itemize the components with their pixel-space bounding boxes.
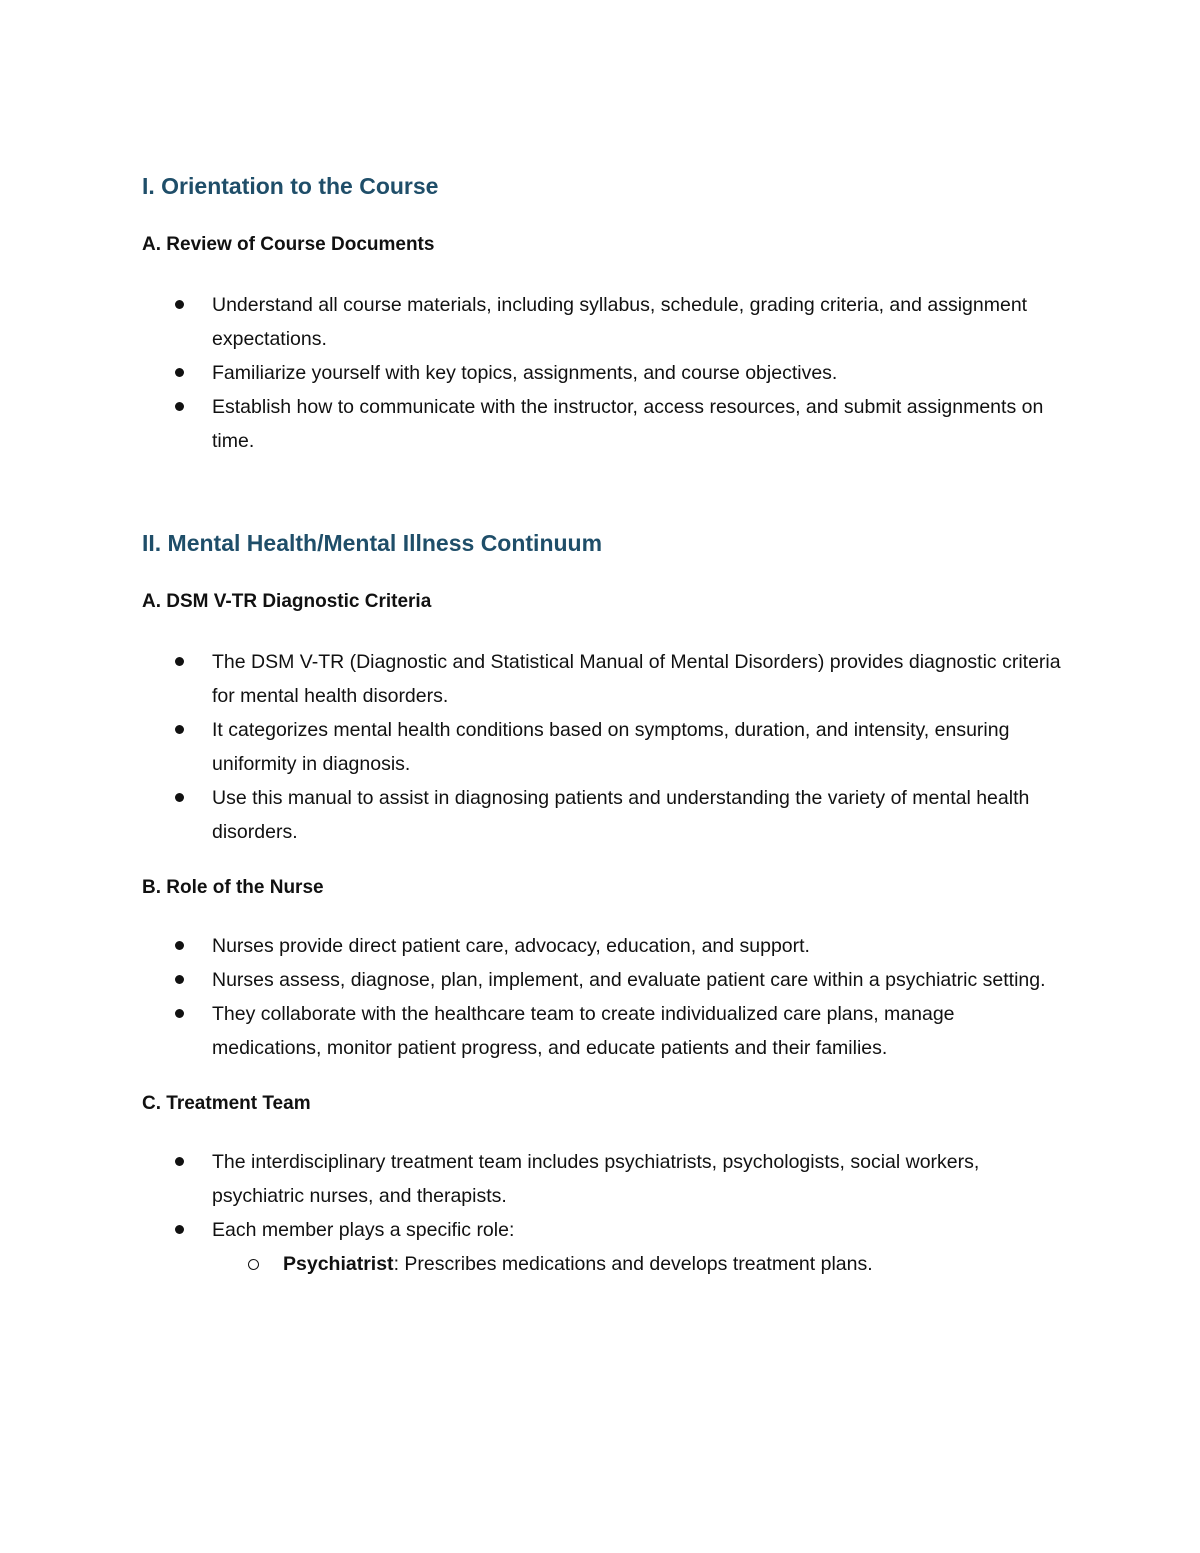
list-item-text: Nurses provide direct patient care, advocacy, education, and support. bbox=[212, 935, 810, 957]
bullet-dot-icon bbox=[175, 975, 184, 984]
list-item bbox=[142, 929, 1062, 963]
bullet-list-dsm-criteria bbox=[142, 645, 1062, 849]
bullet-dot-icon bbox=[175, 725, 184, 734]
list-item-text: Each member plays a specific role: bbox=[212, 1219, 515, 1241]
list-item-text: They collaborate with the healthcare team to create individualized care plans, manage medications, monitor patient progress, and educate patients and their families. bbox=[212, 1003, 955, 1059]
list-item-text: It categorizes mental health conditions based on symptoms, duration, and intensity, ensuring uniformity in diagnosis. bbox=[212, 719, 1010, 775]
list-item bbox=[142, 288, 1062, 356]
document-content bbox=[142, 170, 1062, 1281]
list-item bbox=[142, 390, 1062, 458]
list-item bbox=[142, 1247, 1062, 1281]
subheading-treatment-team: C. Treatment Team bbox=[142, 1093, 311, 1114]
bullet-dot-icon bbox=[175, 1009, 184, 1018]
bullet-dot-icon bbox=[175, 300, 184, 309]
hollow-circle-bullet-icon bbox=[248, 1259, 259, 1270]
bullet-dot-icon bbox=[175, 657, 184, 666]
bullet-dot-icon bbox=[175, 1225, 184, 1234]
section-heading-orientation: I. Orientation to the Course bbox=[142, 173, 439, 199]
sub-bullet-list-team-roles bbox=[142, 1247, 1062, 1281]
role-description: : Prescribes medications and develops treatment plans. bbox=[393, 1253, 873, 1275]
list-item-text: Understand all course materials, including syllabus, schedule, grading criteria, and assignment expectations. bbox=[212, 294, 1028, 350]
list-item bbox=[142, 1145, 1062, 1213]
list-item bbox=[142, 1213, 1062, 1247]
bullet-dot-icon bbox=[175, 793, 184, 802]
list-item-text: Nurses assess, diagnose, plan, implement, and evaluate patient care within a psychiatric setting. bbox=[212, 969, 1046, 991]
subheading-dsm-criteria: A. DSM V-TR Diagnostic Criteria bbox=[142, 591, 432, 612]
bullet-list-course-documents bbox=[142, 288, 1062, 458]
list-item-text: Use this manual to assist in diagnosing patients and understanding the variety of mental health disorders. bbox=[212, 787, 1030, 843]
list-item bbox=[142, 645, 1062, 713]
list-item-text: Familiarize yourself with key topics, assignments, and course objectives. bbox=[212, 362, 838, 384]
bullet-dot-icon bbox=[175, 941, 184, 950]
bullet-dot-icon bbox=[175, 402, 184, 411]
list-item bbox=[142, 781, 1062, 849]
bullet-dot-icon bbox=[175, 368, 184, 377]
bullet-list-role-of-nurse bbox=[142, 929, 1062, 1065]
role-term: Psychiatrist bbox=[283, 1253, 394, 1275]
list-item bbox=[142, 997, 1062, 1065]
bullet-dot-icon bbox=[175, 1157, 184, 1166]
list-item bbox=[142, 356, 1062, 390]
subheading-role-of-nurse: B. Role of the Nurse bbox=[142, 877, 324, 898]
list-item bbox=[142, 713, 1062, 781]
bullet-list-treatment-team bbox=[142, 1145, 1062, 1247]
section-heading-mental-health-continuum: II. Mental Health/Mental Illness Continuum bbox=[142, 530, 603, 556]
subheading-review-course-documents: A. Review of Course Documents bbox=[142, 234, 435, 255]
list-item-text: The DSM V-TR (Diagnostic and Statistical Manual of Mental Disorders) provides diagnostic criteria for mental health disorders. bbox=[212, 651, 1061, 707]
list-item-text: The interdisciplinary treatment team includes psychiatrists, psychologists, social workers, psychiatric nurses, and therapists. bbox=[212, 1151, 980, 1207]
list-item bbox=[142, 963, 1062, 997]
list-item-text: Establish how to communicate with the instructor, access resources, and submit assignments on time. bbox=[212, 396, 1044, 452]
